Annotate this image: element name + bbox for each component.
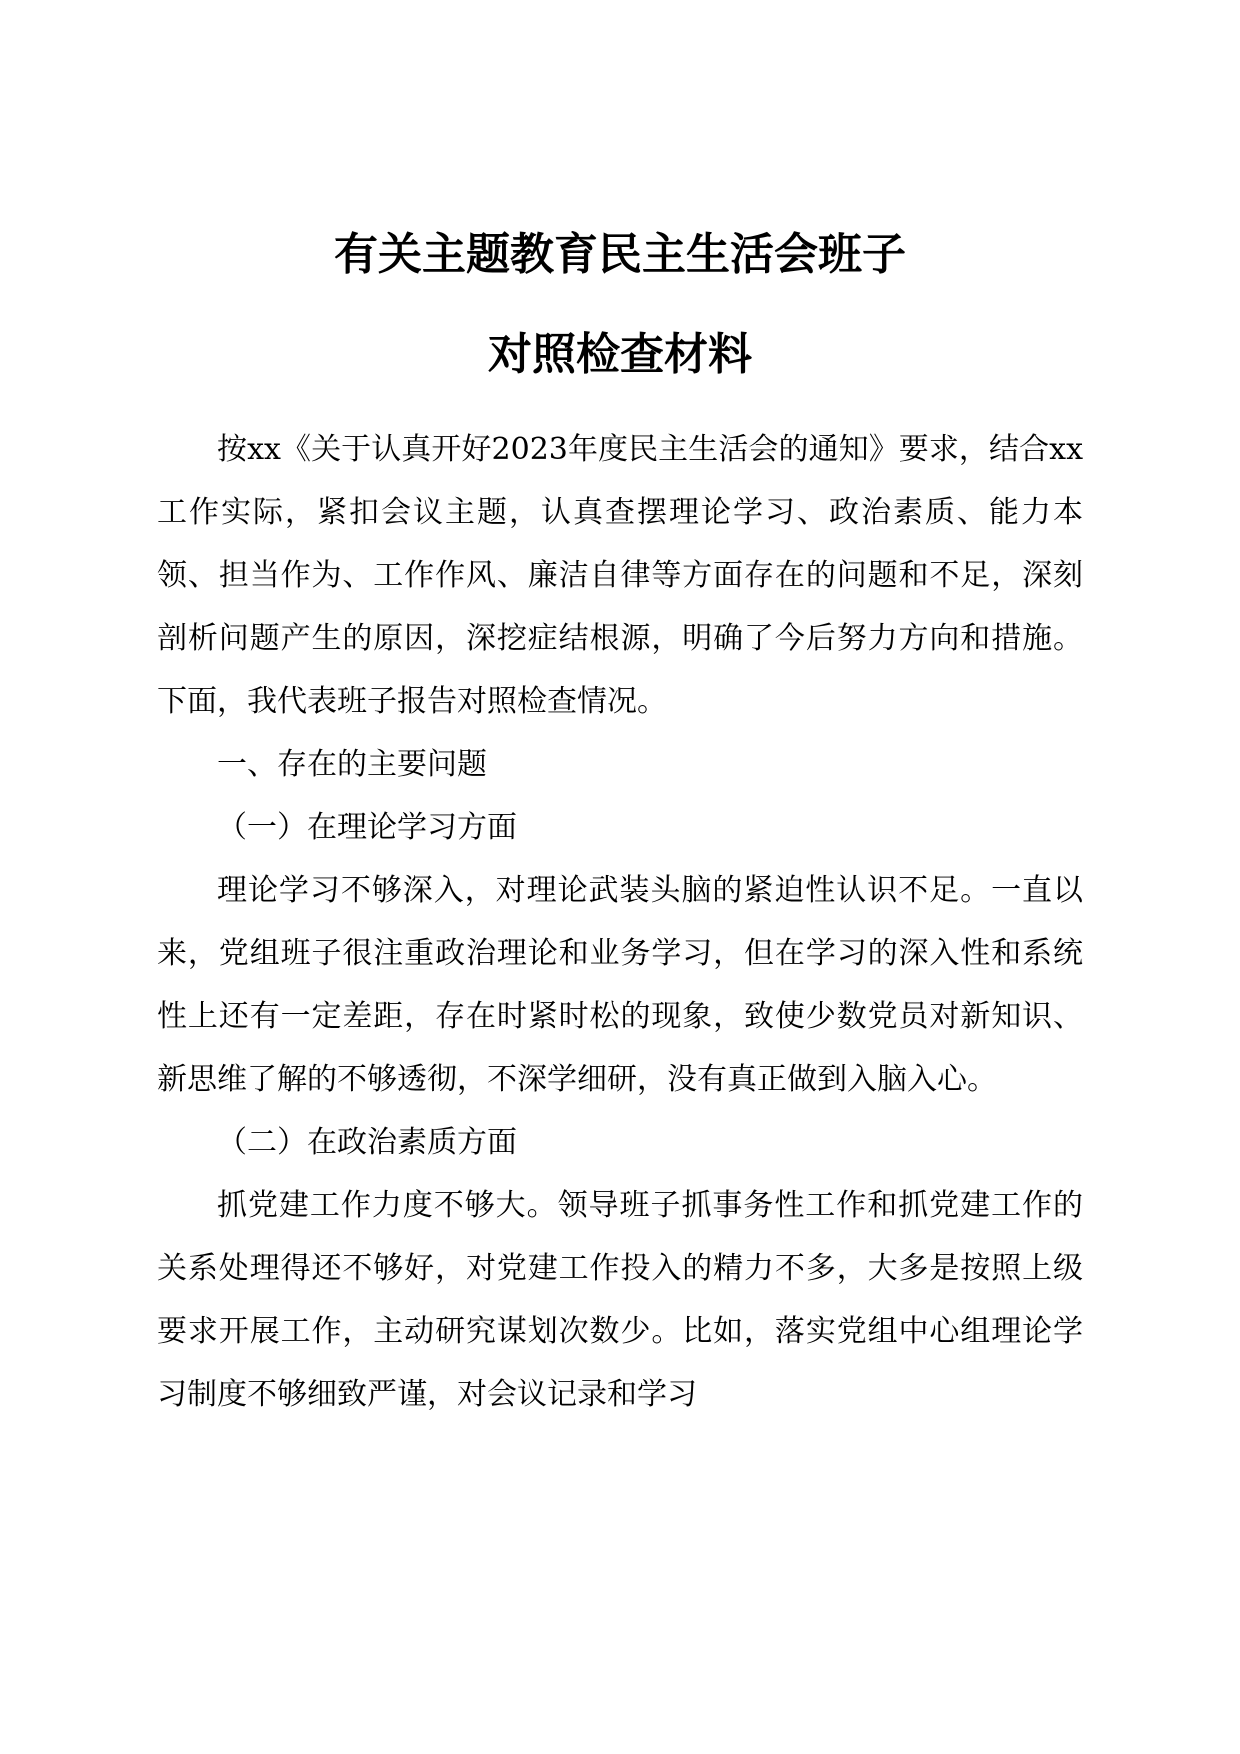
theory-study-paragraph: 理论学习不够深入，对理论武装头脑的紧迫性认识不足。一直以来，党组班子很注重政治理论和业务学习，但在学习的深入性和系统性上还有一定差距，存在时紧时松的现象，致使少数党员对新知识、新思维了解的不够透彻，不深学细研，没有真正做到入脑入心。 bbox=[157, 873, 1083, 1097]
subsection-heading-theory-study: （一）在理论学习方面 bbox=[217, 810, 517, 845]
political-quality-paragraph: 抓党建工作力度不够大。领导班子抓事务性工作和抓党建工作的关系处理得还不够好，对党建工作投入的精力不多，大多是按照上级要求开展工作，主动研究谋划次数少。比如，落实党组中心组理论学习制度不够细致严谨，对会议记录和学习 bbox=[157, 1188, 1083, 1412]
document-title-line-1: 有关主题教育民主生活会班子 bbox=[334, 229, 906, 280]
section-heading-problems: 一、存在的主要问题 bbox=[217, 747, 487, 782]
intro-paragraph: 按xx《关于认真开好2023年度民主生活会的通知》要求，结合xx工作实际，紧扣会议主题，认真查摆理论学习、政治素质、能力本领、担当作为、工作作风、廉洁自律等方面存在的问题和不足，深刻剖析问题产生的原因，深挖症结根源，明确了今后努力方向和措施。下面，我代表班子报告对照检查情况。 bbox=[157, 432, 1083, 719]
subsection-heading-political-quality: （二）在政治素质方面 bbox=[217, 1125, 517, 1160]
document-title-line-2: 对照检查材料 bbox=[488, 329, 752, 380]
document-body bbox=[157, 418, 1083, 1426]
